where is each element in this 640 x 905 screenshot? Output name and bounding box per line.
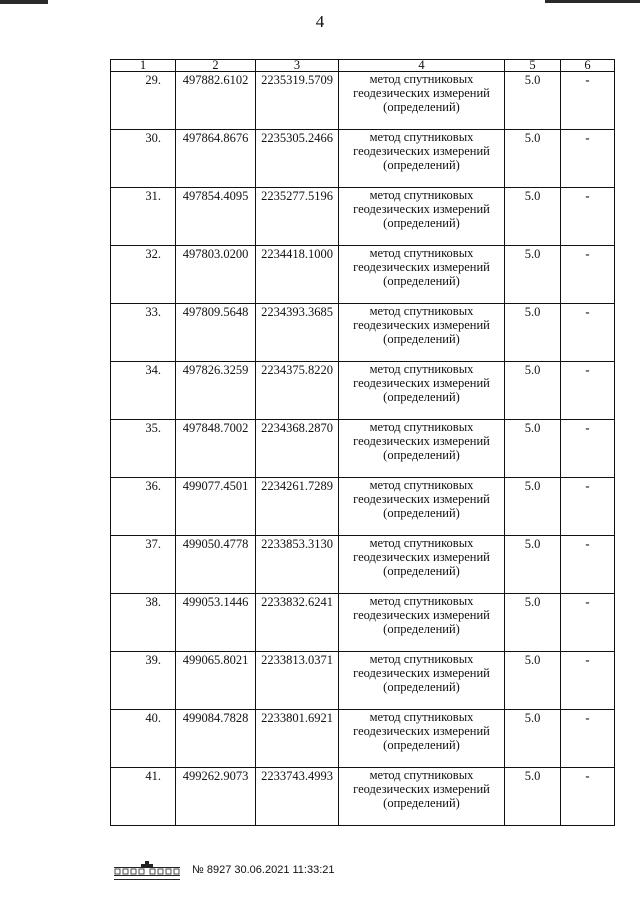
cell-method: метод спутниковых геодезических измерений (определений) [339, 304, 505, 362]
cell-method: метод спутниковых геодезических измерений (определений) [339, 130, 505, 188]
cell-point-number: 39. [111, 652, 176, 710]
cell-error: 5.0 [505, 768, 561, 826]
coordinates-table [110, 59, 615, 826]
cell-error: 5.0 [505, 652, 561, 710]
cell-error: 5.0 [505, 188, 561, 246]
cell-y-coordinate: 2233813.0371 [256, 652, 339, 710]
cell-point-number: 40. [111, 710, 176, 768]
registration-stamp: № 8927 30.06.2021 11:33:21 [192, 864, 335, 876]
cell-x-coordinate: 497803.0200 [176, 246, 256, 304]
cell-y-coordinate: 2233743.4993 [256, 768, 339, 826]
cell-point-number: 35. [111, 420, 176, 478]
cell-point-number: 36. [111, 478, 176, 536]
table-row [111, 304, 615, 362]
cell-y-coordinate: 2234418.1000 [256, 246, 339, 304]
cell-error: 5.0 [505, 420, 561, 478]
cell-note: - [561, 652, 615, 710]
cell-method: метод спутниковых геодезических измерений (определений) [339, 652, 505, 710]
cell-method: метод спутниковых геодезических измерений (определений) [339, 478, 505, 536]
cell-note: - [561, 130, 615, 188]
cell-point-number: 38. [111, 594, 176, 652]
cell-x-coordinate: 497826.3259 [176, 362, 256, 420]
cell-note: - [561, 304, 615, 362]
cell-error: 5.0 [505, 246, 561, 304]
col-header: 5 [505, 60, 561, 72]
col-header: 4 [339, 60, 505, 72]
cell-error: 5.0 [505, 362, 561, 420]
cell-method: метод спутниковых геодезических измерений (определений) [339, 362, 505, 420]
cell-y-coordinate: 2235277.5196 [256, 188, 339, 246]
table-row [111, 768, 615, 826]
table-row [111, 652, 615, 710]
col-header: 6 [561, 60, 615, 72]
cell-method: метод спутниковых геодезических измерений (определений) [339, 536, 505, 594]
table-row [111, 362, 615, 420]
cell-y-coordinate: 2235305.2466 [256, 130, 339, 188]
cell-note: - [561, 246, 615, 304]
cell-x-coordinate: 497848.7002 [176, 420, 256, 478]
cell-y-coordinate: 2233832.6241 [256, 594, 339, 652]
table-body [111, 72, 615, 826]
cell-note: - [561, 594, 615, 652]
cell-note: - [561, 420, 615, 478]
cell-x-coordinate: 497864.8676 [176, 130, 256, 188]
cell-note: - [561, 536, 615, 594]
table-header-row [111, 60, 615, 72]
document-footer [112, 859, 335, 881]
cell-x-coordinate: 499077.4501 [176, 478, 256, 536]
cell-note: - [561, 478, 615, 536]
cell-point-number: 34. [111, 362, 176, 420]
cell-point-number: 37. [111, 536, 176, 594]
cell-x-coordinate: 499065.8021 [176, 652, 256, 710]
cell-x-coordinate: 499262.9073 [176, 768, 256, 826]
cell-method: метод спутниковых геодезических измерений (определений) [339, 246, 505, 304]
cell-method: метод спутниковых геодезических измерений (определений) [339, 594, 505, 652]
cell-note: - [561, 768, 615, 826]
cell-note: - [561, 188, 615, 246]
cell-method: метод спутниковых геодезических измерений (определений) [339, 72, 505, 130]
table-row [111, 420, 615, 478]
cell-note: - [561, 710, 615, 768]
cell-error: 5.0 [505, 710, 561, 768]
cell-error: 5.0 [505, 478, 561, 536]
col-header: 3 [256, 60, 339, 72]
scan-edge-mark-left [0, 0, 48, 4]
cell-method: метод спутниковых геодезических измерений (определений) [339, 188, 505, 246]
cell-y-coordinate: 2233853.3130 [256, 536, 339, 594]
scan-edge-mark-right [545, 0, 640, 3]
cell-x-coordinate: 497809.5648 [176, 304, 256, 362]
cell-y-coordinate: 2234375.8220 [256, 362, 339, 420]
table-row [111, 246, 615, 304]
cell-x-coordinate: 499084.7828 [176, 710, 256, 768]
col-header: 1 [111, 60, 176, 72]
table-row [111, 478, 615, 536]
cell-error: 5.0 [505, 594, 561, 652]
cell-error: 5.0 [505, 72, 561, 130]
cell-method: метод спутниковых геодезических измерений (определений) [339, 420, 505, 478]
cell-point-number: 32. [111, 246, 176, 304]
cell-error: 5.0 [505, 304, 561, 362]
table-row [111, 594, 615, 652]
cell-point-number: 33. [111, 304, 176, 362]
cell-point-number: 30. [111, 130, 176, 188]
cell-y-coordinate: 2233801.6921 [256, 710, 339, 768]
cell-y-coordinate: 2234368.2870 [256, 420, 339, 478]
cell-x-coordinate: 497882.6102 [176, 72, 256, 130]
cell-method: метод спутниковых геодезических измерений (определений) [339, 710, 505, 768]
table-row [111, 72, 615, 130]
cell-x-coordinate: 499050.4778 [176, 536, 256, 594]
cell-point-number: 31. [111, 188, 176, 246]
table-row [111, 536, 615, 594]
cell-y-coordinate: 2235319.5709 [256, 72, 339, 130]
cell-y-coordinate: 2234393.3685 [256, 304, 339, 362]
col-header: 2 [176, 60, 256, 72]
table-row [111, 130, 615, 188]
page-number: 4 [315, 12, 325, 31]
cell-x-coordinate: 499053.1446 [176, 594, 256, 652]
cell-error: 5.0 [505, 130, 561, 188]
cell-method: метод спутниковых геодезических измерений (определений) [339, 768, 505, 826]
cell-y-coordinate: 2234261.7289 [256, 478, 339, 536]
government-logo-icon [112, 859, 182, 881]
cell-error: 5.0 [505, 536, 561, 594]
cell-point-number: 29. [111, 72, 176, 130]
cell-x-coordinate: 497854.4095 [176, 188, 256, 246]
table-row [111, 188, 615, 246]
cell-note: - [561, 362, 615, 420]
cell-point-number: 41. [111, 768, 176, 826]
cell-note: - [561, 72, 615, 130]
table-row [111, 710, 615, 768]
